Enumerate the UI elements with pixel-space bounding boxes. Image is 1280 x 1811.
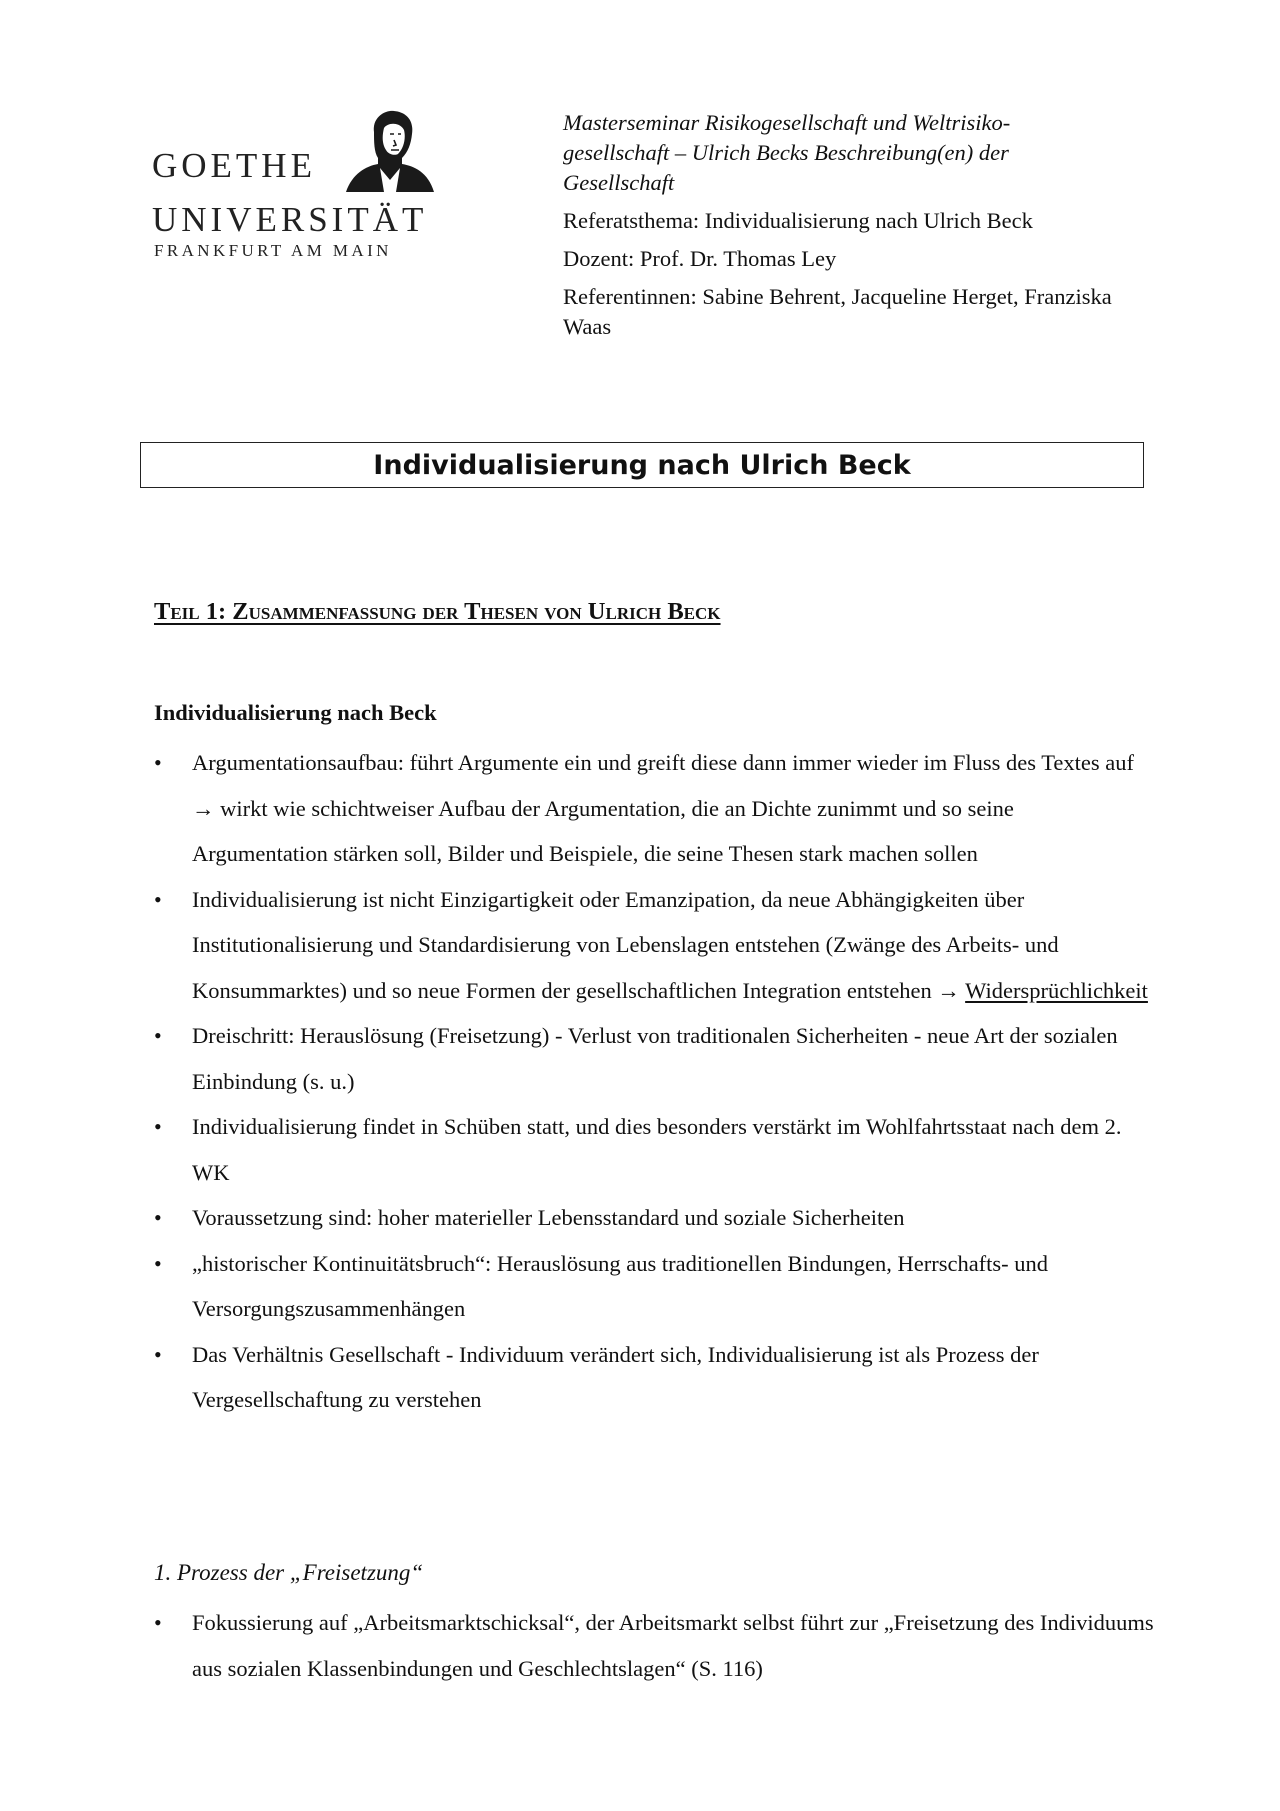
- seminar-info: [563, 108, 1163, 350]
- list-item: • Das Verhältnis Gesellschaft - Individuum verändert sich, Individualisierung ist als Prozess der Vergesellschaftung zu verstehen: [154, 1332, 1154, 1423]
- emphasis-term: Widersprüchlichkeit: [965, 977, 1148, 1003]
- part-heading: Teil 1: Zusammenfassung der Thesen von Ulrich Beck: [154, 598, 721, 625]
- course-title: Masterseminar Risikogesellschaft und Weltrisiko-gesellschaft – Ulrich Becks Beschreibung(en) der Gesellschaft: [563, 110, 1011, 195]
- thesis-list: [154, 740, 1154, 1423]
- bullet-icon: •: [154, 1341, 162, 1367]
- document-title: Individualisierung nach Ulrich Beck: [373, 449, 911, 481]
- logo-goethe-text: GOETHE: [152, 146, 316, 185]
- university-logo: [152, 108, 452, 268]
- list-item: • Voraussetzung sind: hoher materieller Lebensstandard und soziale Sicherheiten: [154, 1195, 1154, 1241]
- bullet-icon: •: [154, 1610, 162, 1635]
- process-heading: 1. Prozess der „Freisetzung“: [154, 1560, 424, 1585]
- presentation-topic: Referatsthema: Individualisierung nach Ulrich Beck: [563, 208, 1033, 233]
- process-list: [154, 1600, 1154, 1691]
- logo-universitaet-text: UNIVERSITÄT: [152, 200, 428, 239]
- logo-city-text: FRANKFURT AM MAIN: [154, 241, 392, 260]
- list-item: • Argumentationsaufbau: führt Argumente ein und greift diese dann immer wieder im Fluss des Textes auf → wirkt wie schichtweiser Aufbau der Argumentation, die an Dichte zunimmt und so seine Argumentation stärken soll, Bilder und Beispiele, die seine Thesen stark machen sollen: [154, 740, 1154, 877]
- presenters: Referentinnen: Sabine Behrent, Jacqueline Herget, Franziska Waas: [563, 284, 1112, 339]
- list-item: • Individualisierung ist nicht Einzigartigkeit oder Emanzipation, da neue Abhängigkeiten über Institutionalisierung und Standardisierung von Lebenslagen entstehen (Zwänge des Arbeits- und Konsummarktes) und so neue Formen der gesellschaftlichen Integration entstehen → Widersprüchlichkeit: [154, 877, 1154, 1014]
- list-item: • Fokussierung auf „Arbeitsmarktschicksal“, der Arbeitsmarkt selbst führt zur „Freisetzung des Individuums aus sozialen Klassenbindungen und Geschlechtslagen“ (S. 116): [154, 1600, 1154, 1691]
- bullet-icon: •: [154, 1114, 162, 1139]
- bullet-icon: •: [154, 886, 162, 912]
- bullet-icon: •: [154, 1205, 162, 1230]
- bullet-icon: •: [154, 1023, 162, 1048]
- goethe-portrait-icon: [344, 108, 436, 192]
- bullet-icon: •: [154, 1250, 162, 1276]
- bullet-icon: •: [154, 750, 162, 775]
- list-item: • Individualisierung findet in Schüben statt, und dies besonders verstärkt im Wohlfahrtsstaat nach dem 2. WK: [154, 1104, 1154, 1195]
- list-item: • Dreischritt: Herauslösung (Freisetzung) - Verlust von traditionalen Sicherheiten - neue Art der sozialen Einbindung (s. u.): [154, 1013, 1154, 1104]
- list-item: • „historischer Kontinuitätsbruch“: Herauslösung aus traditionellen Bindungen, Herrschafts- und Versorgungszusammenhängen: [154, 1241, 1154, 1332]
- arrow-right-icon: →: [192, 795, 215, 821]
- arrow-right-icon: →: [937, 977, 960, 1003]
- document-title-box: [140, 442, 1144, 488]
- section-heading: Individualisierung nach Beck: [154, 700, 437, 725]
- lecturer: Dozent: Prof. Dr. Thomas Ley: [563, 246, 837, 271]
